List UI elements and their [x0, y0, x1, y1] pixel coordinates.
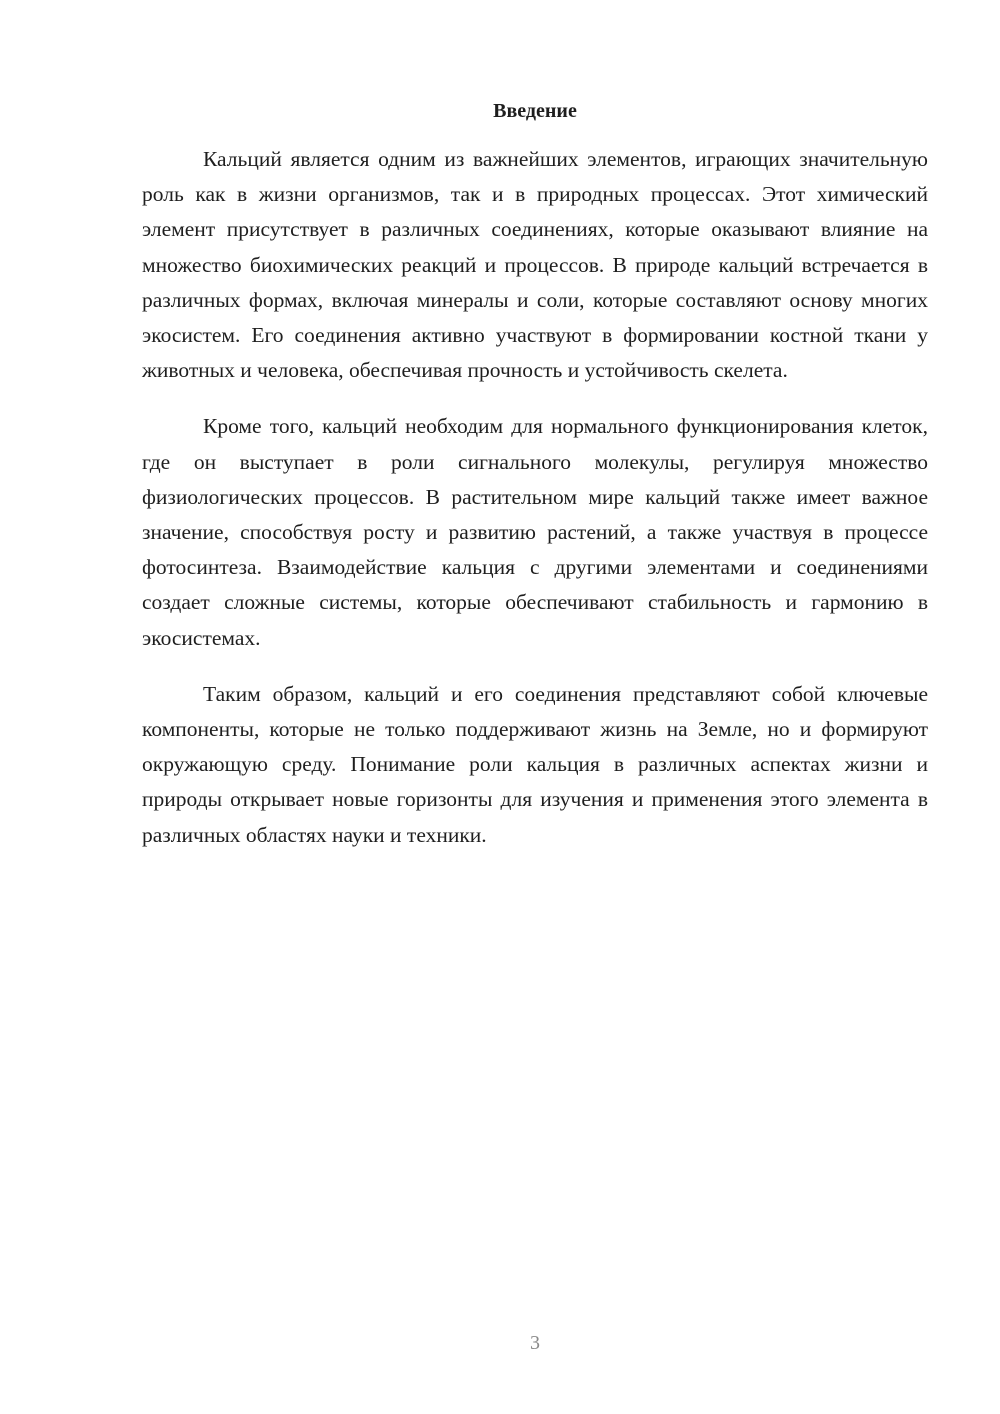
paragraph-2: Кроме того, кальций необходим для нормального функционирования клеток, где он выступает в роли сигнального молекулы, регулируя множество физиологических процессов. В растительном мире кальций также имеет важное значение, способствуя росту и развитию растений, а также участвуя в процессе фотосинтеза. Взаимодействие кальция с другими элементами и соединениями создает сложные системы, которые обеспечивают стабильность и гармонию в экосистемах. — [142, 414, 928, 650]
section-heading: Введение — [493, 100, 577, 122]
paragraph-3: Таким образом, кальций и его соединения представляют собой ключевые компоненты, которые не только поддерживают жизнь на Земле, но и формируют окружающую среду. Понимание роли кальция в различных аспектах жизни и природы открывает новые горизонты для изучения и применения этого элемента в различных областях науки и техники. — [142, 681, 928, 847]
body-text — [142, 142, 928, 874]
page-number: 3 — [530, 1332, 540, 1354]
paragraph-1: Кальций является одним из важнейших элементов, играющих значительную роль как в жизни организмов, так и в природных процессах. Этот химический элемент присутствует в различных соединениях, которые оказывают влияние на множество биохимических реакций и процессов. В природе кальций встречается в различных формах, включая минералы и соли, которые составляют основу многих экосистем. Его соединения активно участвуют в формировании костной ткани у животных и человека, обеспечивая прочность и устойчивость скелета. — [142, 147, 928, 383]
